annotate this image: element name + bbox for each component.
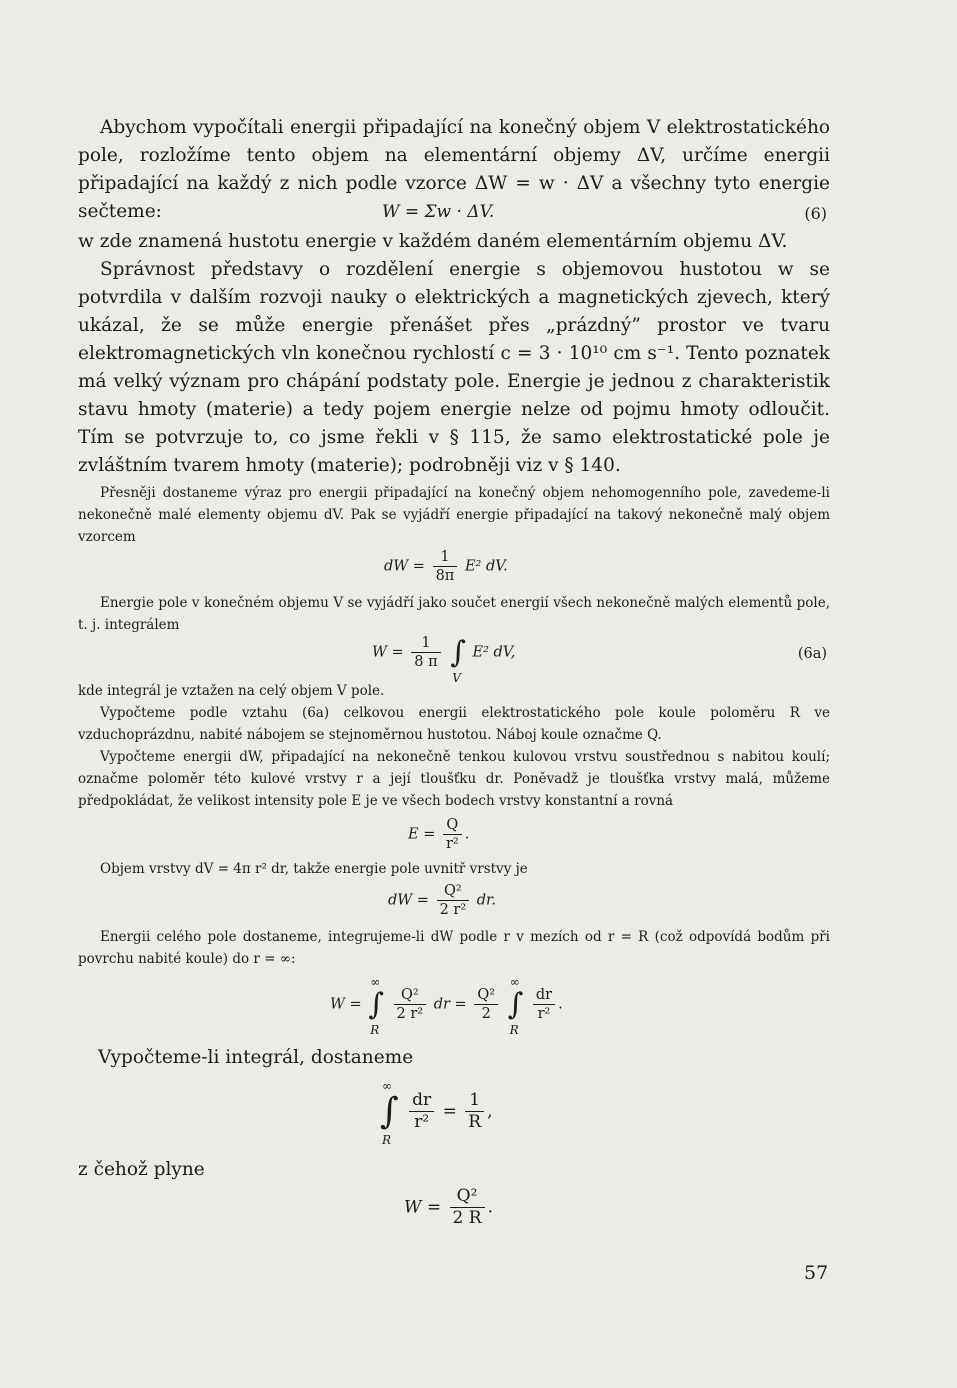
int2-upper-limit: ∞ — [509, 974, 520, 989]
integral-sign: ∫ ∞ R — [368, 974, 384, 1037]
res-numerator-2: 1 — [465, 1090, 484, 1112]
dw-numerator: 1 — [433, 548, 458, 567]
equation-6: W = Σw · ΔV. — [382, 202, 495, 222]
integral-sign: ∫ V — [450, 634, 466, 685]
int-upper-limit: ∞ — [370, 974, 381, 989]
e-fraction — [443, 816, 462, 853]
fin-fraction — [450, 1186, 485, 1230]
int-lower-limit: R — [370, 1022, 380, 1037]
paragraph-compute-integral: Vypočteme-li integrál, dostaneme — [98, 1047, 414, 1068]
eq6a-denominator: 8 π — [414, 654, 438, 671]
dw2-lhs: dW = — [388, 892, 429, 909]
eq6a-fraction — [411, 634, 440, 671]
int-lhs: W = — [330, 996, 362, 1013]
int-numerator-2: Q² — [474, 986, 498, 1005]
paragraph-integral-note: kde integrál je vztažen na celý objem V pole. — [78, 683, 385, 699]
fin-numerator: Q² — [450, 1186, 485, 1208]
int-denominator-1: 2 r² — [396, 1006, 424, 1023]
int-fraction-3 — [533, 986, 555, 1023]
equation-number-6a: (6a) — [797, 646, 827, 662]
equation-dw-shell — [388, 882, 496, 919]
dw-rhs: E² dV. — [464, 558, 508, 575]
paragraph-sphere: Vypočteme podle vztahu (6a) celkovou energii elektrostatického pole koule poloměru R ve vzduchoprázdnu, nabité nábojem se stejnoměrnou hustotou. Náboj koule označme Q. — [78, 705, 830, 743]
fin-lhs: W = — [404, 1197, 442, 1218]
int2-lower-limit: R — [509, 1022, 519, 1037]
res-lower-limit: R — [382, 1132, 392, 1147]
dw-denominator: 8π — [435, 568, 455, 585]
res-denominator-2: R — [468, 1112, 482, 1133]
eq6a-limit: V — [452, 670, 461, 685]
int-fraction-1 — [394, 986, 427, 1023]
equation-dw-density — [384, 548, 508, 585]
paragraph-whole-field: Energii celého pole dostaneme, integrujeme-li dW podle r v mezích od r = R (což odpovídá bodům při povrchu nabité koule) do r = ∞: — [78, 929, 830, 967]
res-numerator-1: dr — [409, 1090, 434, 1112]
int-numerator-1: Q² — [394, 986, 427, 1005]
equation-6a — [372, 634, 516, 685]
fin-denominator: 2 R — [452, 1208, 482, 1229]
paragraph-shell: Vypočteme energii dW, připadající na nekonečně tenkou kulovou vrstvu soustřednou s nabitou koulí; označme poloměr této kulové vrstvy r a její tloušťku dr. Poněvadž je tloušťka vrstvy malá, můžeme předpokládat, že velikost intensity pole E je ve všech bodech vrstvy konstantní a rovná — [78, 749, 830, 809]
eq6a-body: E² dV, — [472, 644, 516, 661]
equation-final: W = $\frac{\text{Q²}}{2 R}$ . — [404, 1186, 493, 1229]
integral-sign: ∫ ∞ R — [507, 974, 524, 1037]
paragraph-finite-volume: Energie pole v konečném objemu V se vyjádří jako součet energií všech nekonečně malých elementů pole, t. j. integrálem — [78, 595, 830, 633]
integral-sign: ∫ ∞ R — [380, 1078, 399, 1147]
int-numerator-3: dr — [533, 986, 555, 1005]
int-mid: dr = — [433, 996, 467, 1013]
paragraph-therefore: z čehož plyne — [78, 1159, 205, 1180]
e-lhs: E = — [408, 826, 436, 843]
eq6a-lhs: W = — [372, 644, 404, 661]
paragraph-infinitesimal: Přesněji dostaneme výraz pro energii připadající na konečný objem nehomogenního pole, zavedeme-li nekonečně malé elementy objemu dV. Pak se vyjádří energie připadající na takový nekonečně malý objem vzorcem — [78, 485, 830, 545]
equation-integral-result: ∫ ∞ R $\frac{dr}{\text{r²}}$ = $\frac{1}{R}$ , — [380, 1078, 493, 1147]
e-numerator: Q — [443, 816, 462, 835]
equation-integral: W = ∫ ∞ R $\frac{\text{Q²}}{\text{2 r²}}$ dr = $\frac{\text{Q²}}{2}$ ∫ ∞ R $\frac{dr}{\text{r²}}$ . — [330, 974, 563, 1037]
dw2-denominator: 2 r² — [439, 902, 467, 919]
dw-lhs: dW = — [384, 558, 425, 575]
int-denominator-2: 2 — [481, 1006, 491, 1023]
res-fraction-1 — [409, 1090, 434, 1134]
res-upper-limit: ∞ — [382, 1078, 392, 1093]
dw2-rhs: dr. — [476, 892, 496, 909]
paragraph-energy-density: Správnost představy o rozdělení energie s objemovou hustotou w se potvrdila v dalším rozvoji nauky o elektrických a magnetických zjevech, který ukázal, že se může energie přenášet přes „prázdný” prostor ve tvaru elektromagnetických vln konečnou rychlostí c = 3 · 10¹⁰ cm s⁻¹. Tento poznatek má velký význam pro chápání podstaty pole. Energie je jednou z charakteristik stavu hmoty (materie) a tedy pojem energie nelze od pojmu hmoty odloučit. Tím se potvrzuje to, co jsme řekli v § 115, že samo elektrostatické pole je zvláštním tvarem hmoty (materie); podrobněji viz v § 140. — [78, 259, 830, 476]
res-fraction-2 — [465, 1090, 484, 1134]
dw2-fraction — [437, 882, 470, 919]
equation-number-6: (6) — [804, 204, 827, 223]
eq6a-numerator: 1 — [411, 634, 440, 653]
equation-e-field: E = $\frac{Q}{\text{r²}}$ . — [408, 817, 470, 853]
dw-fraction — [433, 548, 458, 585]
page-number: 57 — [804, 1262, 829, 1284]
e-denominator: r² — [445, 836, 459, 853]
paragraph-shell-volume: Objem vrstvy dV = 4π r² dr, takže energie pole uvnitř vrstvy je — [100, 861, 528, 877]
res-equals: = — [442, 1101, 457, 1122]
int-denominator-3: r² — [537, 1006, 551, 1023]
dw2-numerator: Q² — [437, 882, 470, 901]
res-denominator-1: r² — [414, 1112, 430, 1133]
paragraph-intro: Abychom vypočítali energii připadající na konečný objem V elektrostatického pole, rozložíme tento objem na elementární objemy ΔV, určíme energii připadající na každý z nich podle vzorce ΔW = w · ΔV a všechny tyto energie sečteme: — [78, 117, 830, 222]
paragraph-w-meaning: w zde znamená hustotu energie v každém daném elementárním objemu ΔV. — [78, 231, 788, 252]
int-fraction-2 — [474, 986, 498, 1023]
